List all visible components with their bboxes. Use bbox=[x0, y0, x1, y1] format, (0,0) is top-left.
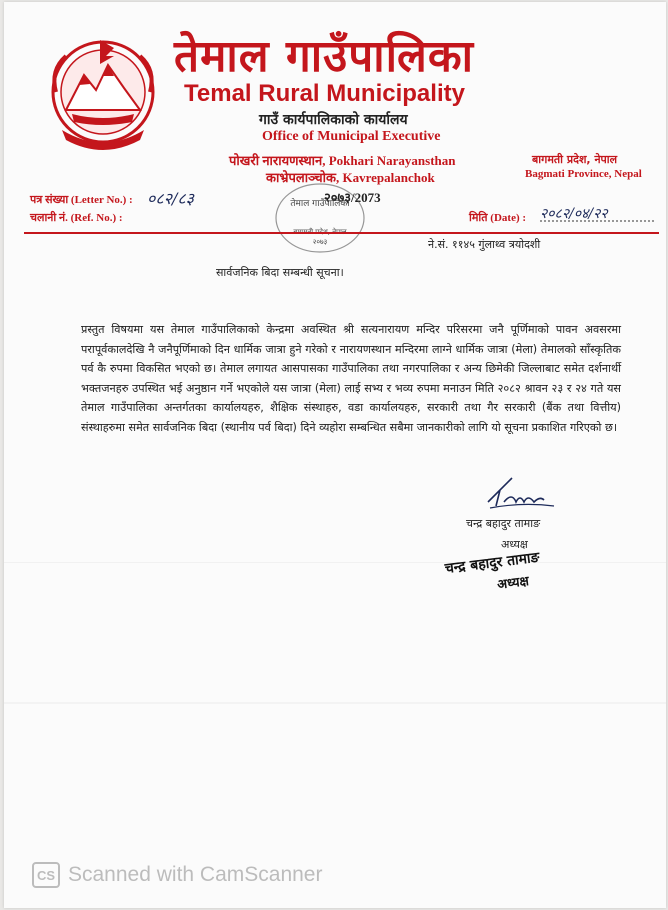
office-name-english: Office of Municipal Executive bbox=[262, 129, 441, 144]
signatory-stamp bbox=[438, 540, 602, 605]
nepal-samvat-date: ने.सं. ११४५ गुंलाथ्व त्रयोदशी bbox=[428, 238, 541, 251]
letter-no-value: ०८२/८३ bbox=[147, 189, 194, 208]
handwritten-signature bbox=[482, 472, 562, 512]
province-nepali: बागमती प्रदेश, नेपाल bbox=[532, 153, 618, 166]
nepal-emblem-logo bbox=[44, 30, 162, 152]
signatory-name: चन्द्र बहादुर तामाङ bbox=[466, 517, 541, 530]
paper-crease bbox=[4, 702, 666, 704]
camscanner-watermark bbox=[32, 860, 322, 890]
address-line-1: पोखरी नारायणस्थान, Pokhari Narayansthan bbox=[229, 153, 456, 168]
address-line-2: काभ्रेपलाञ्चोक, Kavrepalanchok bbox=[266, 170, 435, 185]
signatory-title: अध्यक्ष bbox=[501, 538, 528, 551]
stamp-line-1: तेमाल गाउँपालिका bbox=[290, 199, 350, 209]
office-name-nepali: गाउँ कार्यपालिकाको कार्यालय bbox=[259, 112, 408, 128]
camscanner-text: Scanned with CamScanner bbox=[68, 863, 323, 886]
date-dotted-line bbox=[540, 219, 654, 223]
stamp-title: अध्यक्ष bbox=[496, 574, 530, 593]
province-english: Bagmati Province, Nepal bbox=[525, 168, 642, 180]
letter-page bbox=[4, 2, 666, 908]
header-rule bbox=[24, 232, 659, 234]
established-year: २०७३/2073 bbox=[324, 190, 381, 205]
municipality-name-english: Temal Rural Municipality bbox=[184, 80, 465, 107]
stamp-line-3: २०७३ bbox=[312, 238, 328, 246]
office-stamp bbox=[274, 182, 366, 254]
municipality-name-nepali: तेमाल गाउँपालिका bbox=[174, 31, 475, 82]
ref-no-label: चलानी नं. (Ref. No.) : bbox=[30, 212, 123, 224]
camscanner-logo-icon: CS bbox=[32, 862, 60, 888]
date-value: २०८२/०४/२२ bbox=[540, 206, 608, 222]
date-label: मिति (Date) : bbox=[469, 212, 527, 224]
notice-body: प्रस्तुत विषयमा यस तेमाल गाउँपालिकाको केन्द्रमा अवस्थित श्री सत्यनारायण मन्दिर परिसरमा जनै पूर्णिमाको पावन अवसरमा परापूर्वकालदेखि नै जनैपूर्णिमाको दिन धार्मिक जात्रा हुने गरेको र नारायणस्थान मन्दिरमा लाग्ने धार्मिक जात्रा (मेला) तेमालको साँस्कृतिक पर्व कै रुपमा विकसित भएको छ। तेमाल लगायत आसपासका गाउँपालिका तथा नगरपालिका र अन्य छिमेकी जिल्लाबाट समेत दर्शनार्थी भक्तजनहरु उपस्थित भई अनुष्ठान गर्ने भएकोले यस जात्रा (मेला) लाई सभ्य र भव्य रुपमा मनाउन मिति २०८२ श्रावन २३ र २४ गते यस तेमाल गाउँपालिका अन्तर्गतका कार्यालयहरु, शैक्षिक संस्थाहरु, वडा कार्यालयहरु, सरकारी तथा गैर सरकारी (बैंक तथा वित्तीय) संस्थाहरुमा समेत सार्वजनिक बिदा (स्थानीय पर्व बिदा) दिने व्यहोरा सम्बन्धित सबैमा जानकारीको लागि यो सूचना प्रकाशित गरिएको छ। bbox=[81, 323, 621, 434]
letter-no-label: पत्र संख्या (Letter No.) : bbox=[30, 194, 133, 206]
subject-line: सार्वजनिक बिदा सम्बन्धी सूचना। bbox=[216, 266, 344, 279]
stamp-name: चन्द्र बहादुर तामाङ bbox=[443, 549, 541, 578]
